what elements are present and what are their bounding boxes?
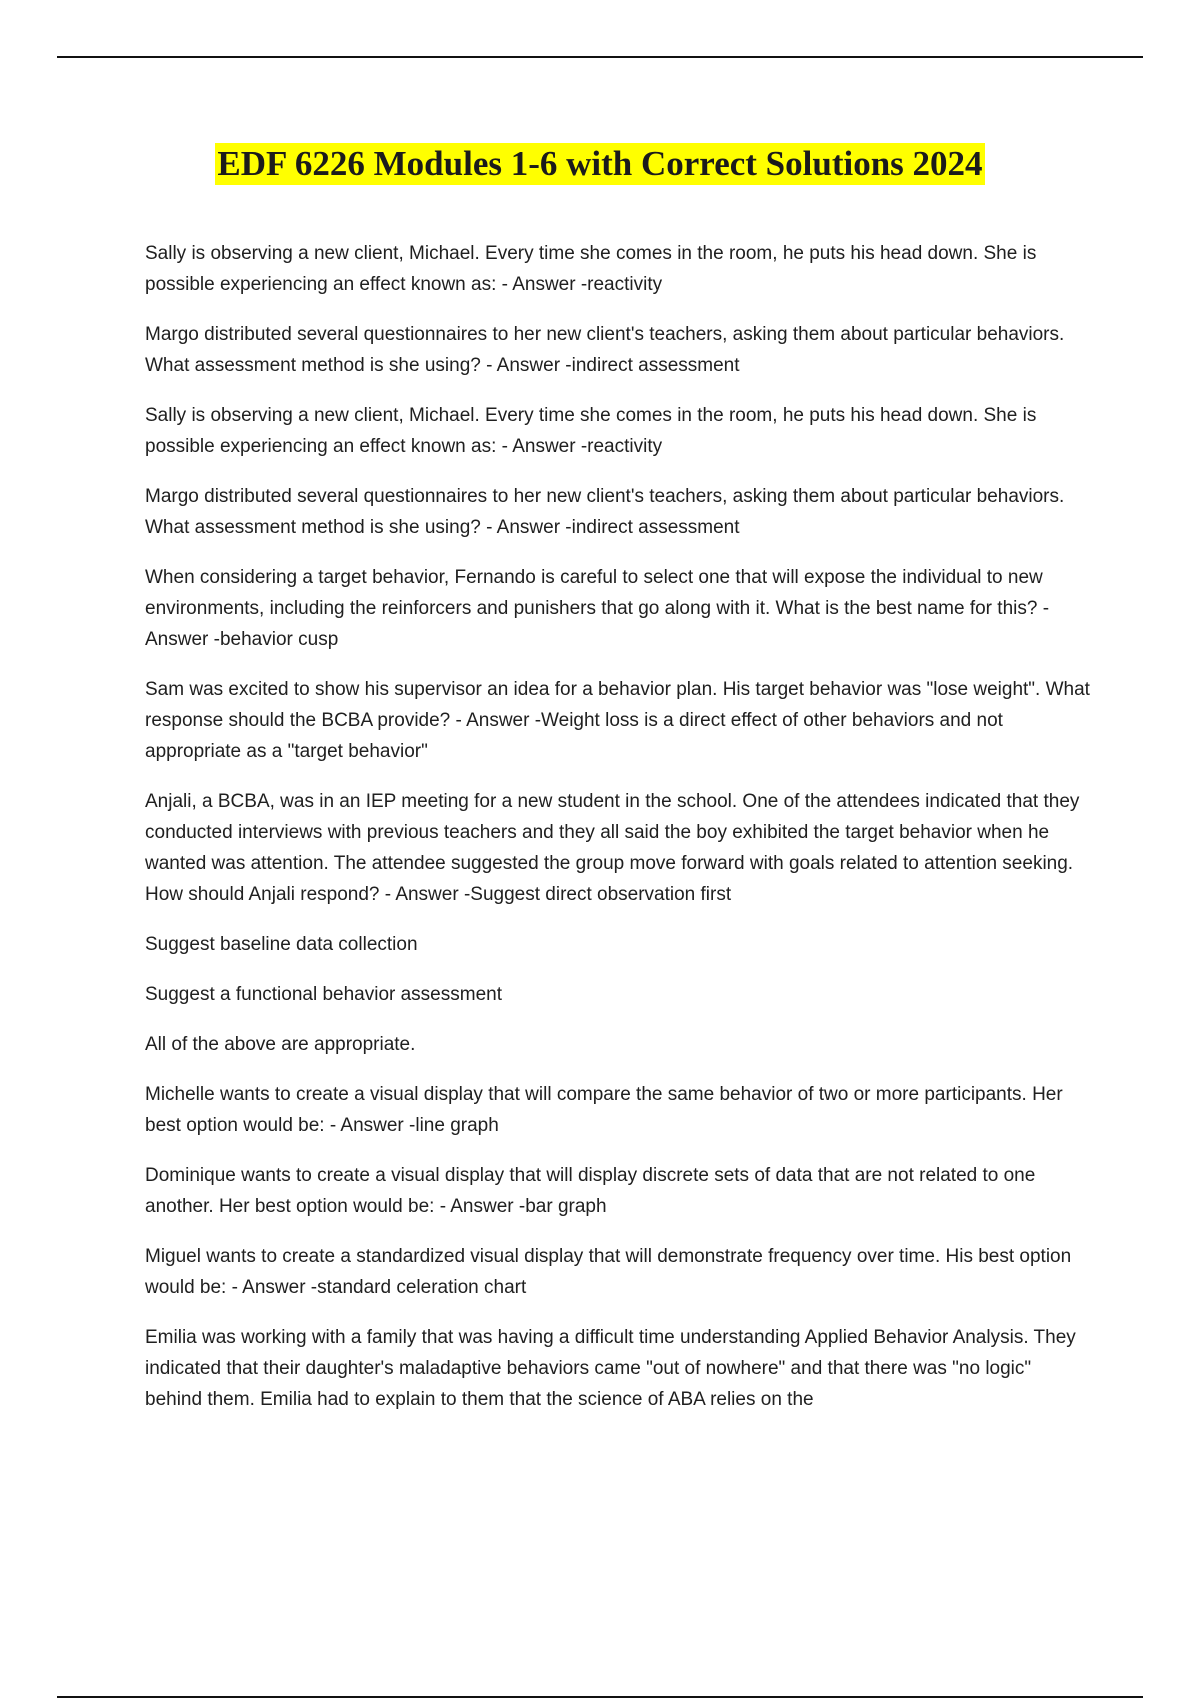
paragraph: All of the above are appropriate. — [145, 1034, 416, 1055]
paragraph: Margo distributed several questionnaires to her new client's teachers, asking them about particular behaviors. What assessment method is she using? - Answer -indirect assessment — [145, 486, 1065, 538]
paragraph: Suggest a functional behavior assessment — [145, 984, 502, 1005]
paragraph: Miguel wants to create a standardized visual display that will demonstrate frequency over time. His best option would be: - Answer -standard celeration chart — [145, 1246, 1072, 1298]
title-container — [0, 143, 1200, 185]
paragraph: Suggest baseline data collection — [145, 934, 418, 955]
document-body — [145, 238, 1090, 1434]
paragraph: Emilia was working with a family that was having a difficult time understanding Applied Behavior Analysis. They indicated that their daughter's maladaptive behaviors came "out of nowhere" and that there was "no logic" behind them. Emilia had to explain to them that the science of ABA relies on the — [145, 1327, 1076, 1410]
paragraph: When considering a target behavior, Fernando is careful to select one that will expose the individual to new environments, including the reinforcers and punishers that go along with it. What is the best name for this? - Answer -behavior cusp — [145, 567, 1050, 650]
bottom-rule — [57, 1696, 1143, 1698]
top-rule — [57, 56, 1143, 58]
paragraph: Margo distributed several questionnaires to her new client's teachers, asking them about particular behaviors. What assessment method is she using? - Answer -indirect assessment — [145, 324, 1065, 376]
paragraph: Anjali, a BCBA, was in an IEP meeting for a new student in the school. One of the attendees indicated that they conducted interviews with previous teachers and they all said the boy exhibited the target behavior when he wanted was attention. The attendee suggested the group move forward with goals related to attention seeking. How should Anjali respond? - Answer -Suggest direct observation first — [145, 791, 1080, 905]
paragraph: Sally is observing a new client, Michael. Every time she comes in the room, he puts his head down. She is possible experiencing an effect known as: - Answer -reactivity — [145, 243, 1037, 295]
paragraph: Sam was excited to show his supervisor an idea for a behavior plan. His target behavior was "lose weight". What response should the BCBA provide? - Answer -Weight loss is a direct effect of other behaviors and not appropriate as a "target behavior" — [145, 679, 1090, 762]
paragraph: Sally is observing a new client, Michael. Every time she comes in the room, he puts his head down. She is possible experiencing an effect known as: - Answer -reactivity — [145, 405, 1037, 457]
paragraph: Michelle wants to create a visual display that will compare the same behavior of two or more participants. Her best option would be: - Answer -line graph — [145, 1084, 1063, 1136]
document-title: EDF 6226 Modules 1-6 with Correct Solutions 2024 — [217, 144, 983, 183]
paragraph: Dominique wants to create a visual display that will display discrete sets of data that are not related to one another. Her best option would be: - Answer -bar graph — [145, 1165, 1036, 1217]
